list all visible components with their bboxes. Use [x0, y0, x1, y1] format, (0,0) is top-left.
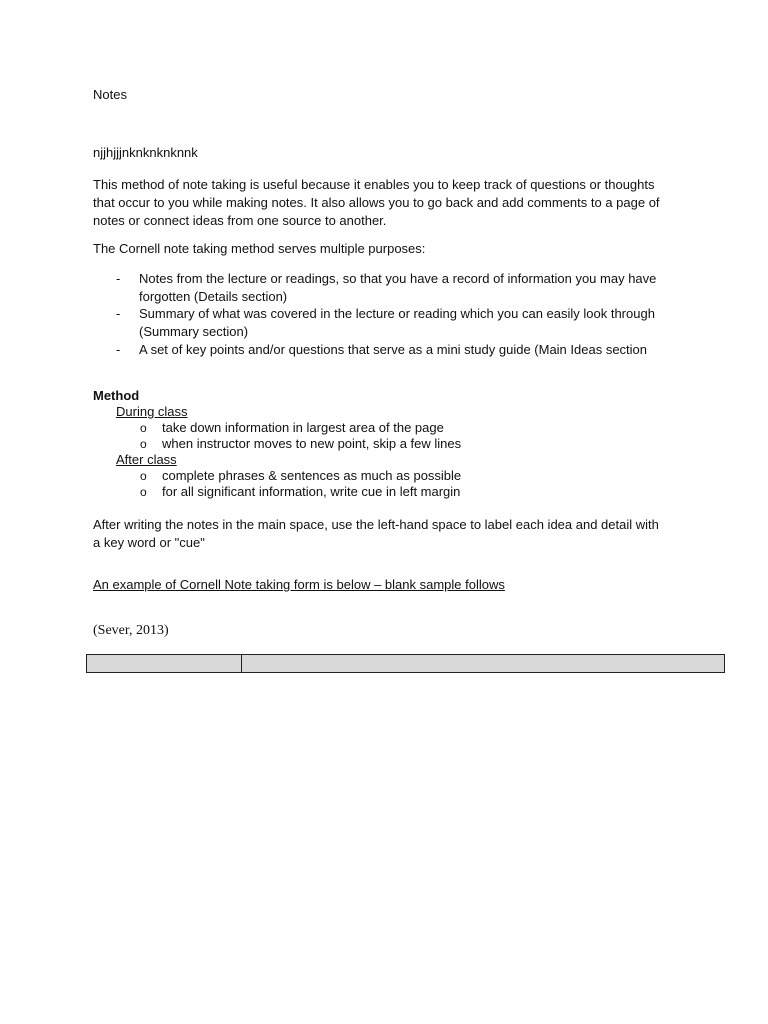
cue-paragraph: After writing the notes in the main space, use the left-hand space to label each idea and detail with a key word or "cue": [93, 517, 659, 550]
table-cell-notes: [242, 655, 724, 672]
intro-paragraph: This method of note taking is useful because it enables you to keep track of questions or thoughts that occur to you while making notes. It also allows you to go back and add comments to a page of notes or connect ideas from one source to another.: [93, 177, 660, 228]
during-class-label: During class: [116, 404, 188, 419]
sub-text: complete phrases & sentences as much as possible: [162, 468, 462, 483]
table-cell-cues: [87, 655, 242, 672]
sub-text: for all significant information, write cue in left margin: [162, 484, 461, 499]
bullet-text: Notes from the lecture or readings, so that you have a record of information you may have forgotten (Details section): [139, 271, 657, 304]
purposes-intro: The Cornell note taking method serves multiple purposes:: [93, 241, 426, 256]
sub-text: when instructor moves to new point, skip a few lines: [162, 436, 462, 451]
citation: (Sever, 2013): [93, 623, 169, 638]
sub-marker: o: [140, 421, 147, 435]
sub-marker: o: [140, 437, 147, 451]
notes-heading: Notes: [93, 87, 127, 102]
bullet-text: Summary of what was covered in the lecture or reading which you can easily look through (Summary section): [139, 306, 655, 339]
method-title: Method: [93, 388, 140, 403]
bullet-dash: -: [116, 342, 121, 357]
after-class-label: After class: [116, 452, 177, 467]
sub-text: take down information in largest area of the page: [162, 420, 444, 435]
sub-marker: o: [140, 485, 147, 499]
cornell-notes-table: [86, 654, 725, 673]
bullet-dash: -: [116, 306, 121, 321]
random-text: njjhjjjnknknknknnk: [93, 145, 198, 160]
example-link[interactable]: An example of Cornell Note taking form is below – blank sample follows: [93, 577, 505, 592]
sub-marker: o: [140, 469, 147, 483]
bullet-text: A set of key points and/or questions that serve as a mini study guide (Main Ideas section: [139, 342, 648, 357]
bullet-dash: -: [116, 271, 121, 286]
